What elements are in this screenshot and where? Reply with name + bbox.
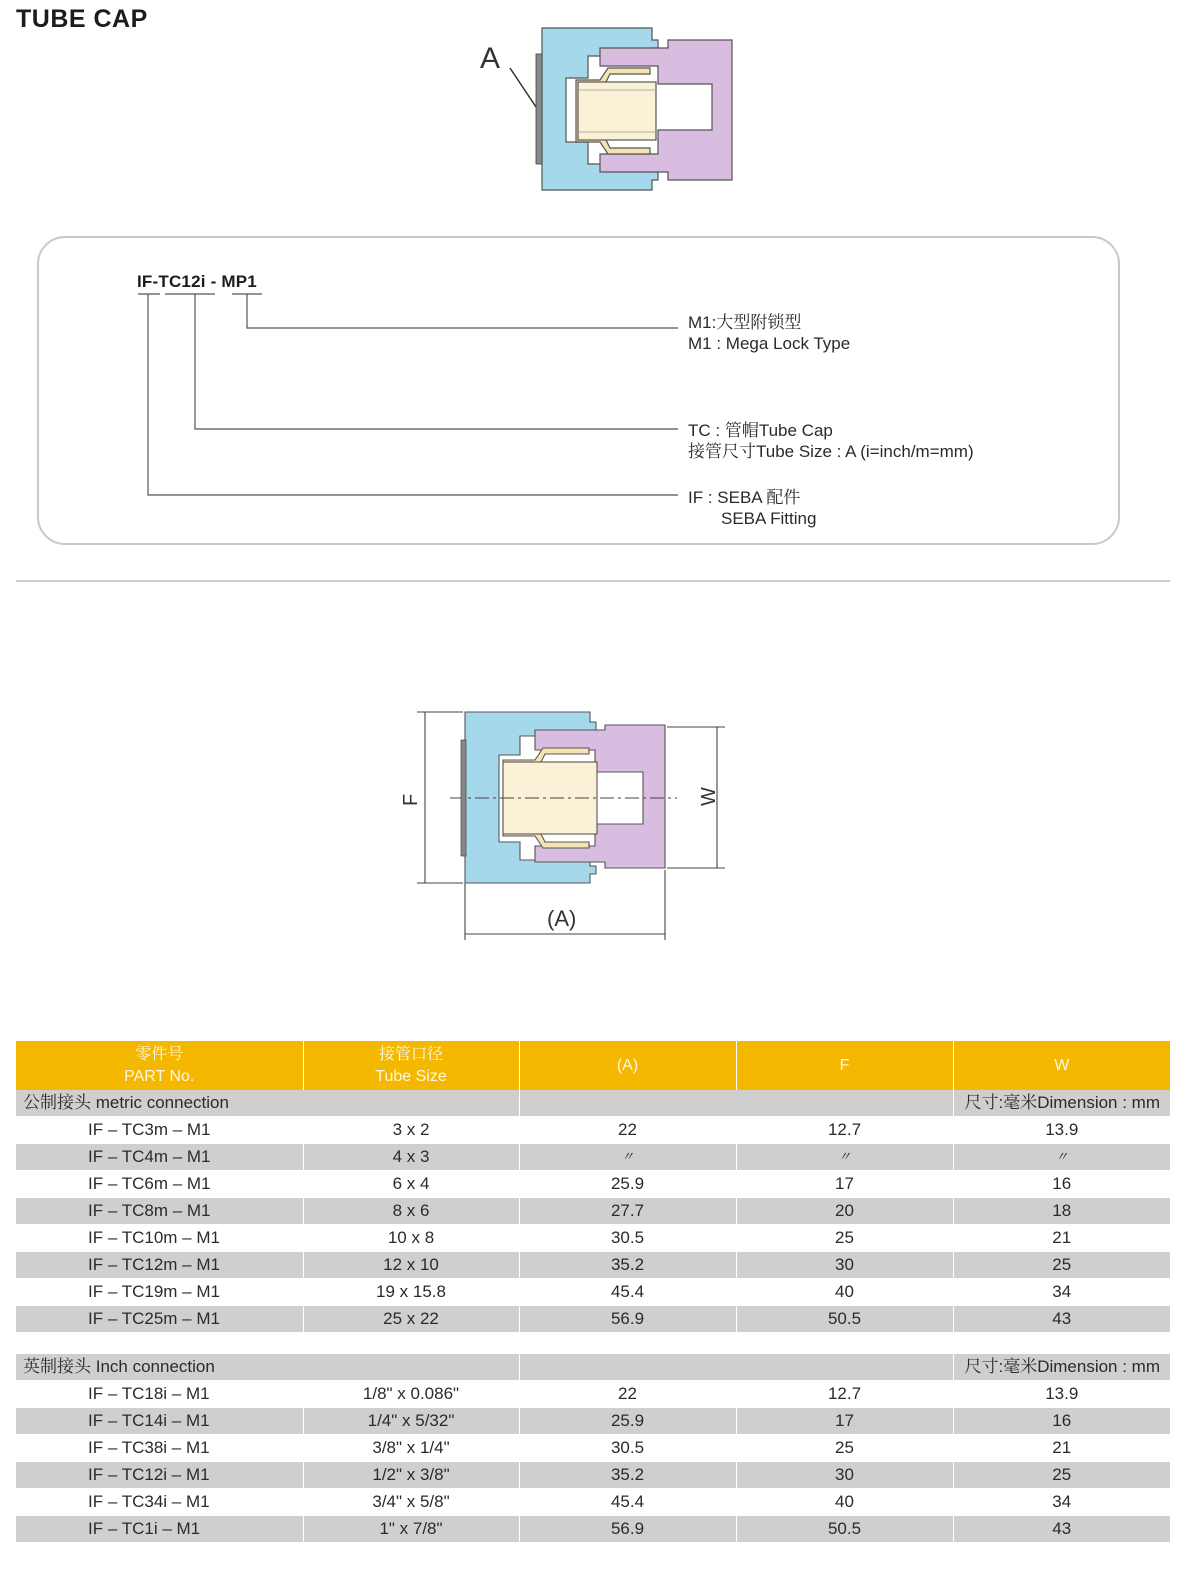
part-no-cell: IF – TC38i – M1 [16, 1435, 303, 1462]
f-cell: 30 [736, 1252, 953, 1279]
part-no-cell: IF – TC4m – M1 [16, 1144, 303, 1171]
divider [16, 580, 1170, 582]
tube-size-cell: 6 x 4 [303, 1171, 519, 1198]
w-cell: 34 [953, 1489, 1170, 1516]
table-row [16, 1171, 1170, 1198]
label-a: A [480, 42, 501, 75]
table-row [16, 1117, 1170, 1144]
w-cell: 21 [953, 1435, 1170, 1462]
header-tube-size: 接管口径 Tube Size [303, 1041, 519, 1090]
f-cell: 12.7 [736, 1381, 953, 1408]
table-header-row [16, 1041, 1170, 1090]
part-no-cell: IF – TC12m – M1 [16, 1252, 303, 1279]
section-label: 英制接头 Inch connection [16, 1354, 519, 1381]
part-no-cell: IF – TC10m – M1 [16, 1225, 303, 1252]
w-cell: 〃 [953, 1144, 1170, 1171]
a-cell: 56.9 [519, 1306, 736, 1333]
tube-size-cell: 25 x 22 [303, 1306, 519, 1333]
tube-size-cell: 3/4" x 5/8" [303, 1489, 519, 1516]
table-row [16, 1198, 1170, 1225]
table-row [16, 1279, 1170, 1306]
w-cell: 16 [953, 1408, 1170, 1435]
a-cell: 22 [519, 1381, 736, 1408]
tube-size-cell: 12 x 10 [303, 1252, 519, 1279]
f-cell: 17 [736, 1171, 953, 1198]
w-cell: 43 [953, 1306, 1170, 1333]
legend-leader-lines [0, 0, 1186, 560]
f-cell: 〃 [736, 1144, 953, 1171]
part-no-cell: IF – TC18i – M1 [16, 1381, 303, 1408]
table-row [16, 1462, 1170, 1489]
f-cell: 12.7 [736, 1117, 953, 1144]
a-cell: 45.4 [519, 1279, 736, 1306]
table-row [16, 1435, 1170, 1462]
tube-cap-dimension-drawing [395, 700, 735, 950]
legend-m1-en: M1 : Mega Lock Type [688, 334, 851, 353]
part-no-cell: IF – TC12i – M1 [16, 1462, 303, 1489]
tube-size-cell: 1/4" x 5/32" [303, 1408, 519, 1435]
metric-section-header [16, 1090, 1170, 1117]
a-cell: 〃 [519, 1144, 736, 1171]
part-no-cell: IF – TC25m – M1 [16, 1306, 303, 1333]
tube-size-cell: 1/8" x 0.086" [303, 1381, 519, 1408]
legend-if [688, 487, 816, 529]
w-cell: 34 [953, 1279, 1170, 1306]
ordering-code: IF-TC12i - MP1 [137, 272, 257, 291]
a-cell: 22 [519, 1117, 736, 1144]
section-label: 公制接头 metric connection [16, 1090, 519, 1117]
tube-size-cell: 3 x 2 [303, 1117, 519, 1144]
f-cell: 25 [736, 1435, 953, 1462]
f-cell: 30 [736, 1462, 953, 1489]
a-cell: 25.9 [519, 1171, 736, 1198]
dimension-table-wrapper [16, 1041, 1170, 1543]
header-f: F [736, 1041, 953, 1090]
legend-if-line2: SEBA Fitting [721, 509, 817, 528]
inch-section-header [16, 1354, 1170, 1381]
f-cell: 40 [736, 1489, 953, 1516]
w-cell: 16 [953, 1171, 1170, 1198]
legend-if-line1: IF : SEBA 配件 [688, 488, 801, 507]
tube-size-cell: 19 x 15.8 [303, 1279, 519, 1306]
legend-m1-cn: M1:大型附锁型 [688, 313, 802, 332]
page-title: TUBE CAP [16, 5, 148, 33]
section-spacer [16, 1333, 1170, 1355]
a-cell: 27.7 [519, 1198, 736, 1225]
tube-size-cell: 10 x 8 [303, 1225, 519, 1252]
w-cell: 25 [953, 1252, 1170, 1279]
dimension-label-f: F [400, 793, 422, 806]
f-cell: 20 [736, 1198, 953, 1225]
tube-size-cell: 1" x 7/8" [303, 1516, 519, 1543]
header-a: (A) [519, 1041, 736, 1090]
w-cell: 43 [953, 1516, 1170, 1543]
f-cell: 50.5 [736, 1306, 953, 1333]
a-cell: 35.2 [519, 1462, 736, 1489]
tube-size-cell: 4 x 3 [303, 1144, 519, 1171]
f-cell: 25 [736, 1225, 953, 1252]
part-no-cell: IF – TC3m – M1 [16, 1117, 303, 1144]
part-no-cell: IF – TC19m – M1 [16, 1279, 303, 1306]
part-no-cell: IF – TC1i – M1 [16, 1516, 303, 1543]
part-no-cell: IF – TC34i – M1 [16, 1489, 303, 1516]
w-cell: 25 [953, 1462, 1170, 1489]
dimension-label-a: (A) [547, 906, 577, 931]
section-unit: 尺寸:毫米Dimension : mm [953, 1090, 1170, 1117]
a-cell: 56.9 [519, 1516, 736, 1543]
table-row [16, 1252, 1170, 1279]
f-cell: 50.5 [736, 1516, 953, 1543]
table-row [16, 1381, 1170, 1408]
a-cell: 25.9 [519, 1408, 736, 1435]
w-cell: 13.9 [953, 1117, 1170, 1144]
a-cell: 45.4 [519, 1489, 736, 1516]
header-w: W [953, 1041, 1170, 1090]
f-cell: 40 [736, 1279, 953, 1306]
table-row [16, 1408, 1170, 1435]
a-cell: 30.5 [519, 1225, 736, 1252]
table-row [16, 1144, 1170, 1171]
dimension-label-w: W [698, 787, 720, 806]
table-row [16, 1225, 1170, 1252]
part-no-cell: IF – TC6m – M1 [16, 1171, 303, 1198]
a-cell: 35.2 [519, 1252, 736, 1279]
tube-size-cell: 3/8" x 1/4" [303, 1435, 519, 1462]
tube-size-cell: 1/2" x 3/8" [303, 1462, 519, 1489]
dimension-table [16, 1041, 1170, 1543]
part-no-cell: IF – TC8m – M1 [16, 1198, 303, 1225]
part-no-cell: IF – TC14i – M1 [16, 1408, 303, 1435]
table-row [16, 1306, 1170, 1333]
a-cell: 30.5 [519, 1435, 736, 1462]
legend-tc-line2: 接管尺寸Tube Size : A (i=inch/m=mm) [688, 442, 974, 461]
table-row [16, 1489, 1170, 1516]
f-cell: 17 [736, 1408, 953, 1435]
table-row [16, 1516, 1170, 1543]
tube-size-cell: 8 x 6 [303, 1198, 519, 1225]
legend-m1 [688, 312, 850, 354]
header-part-no: 零件号 PART No. [16, 1041, 303, 1090]
w-cell: 18 [953, 1198, 1170, 1225]
section-unit: 尺寸:毫米Dimension : mm [953, 1354, 1170, 1381]
legend-tc-line1: TC : 管帽Tube Cap [688, 421, 833, 440]
legend-tc [688, 420, 974, 462]
w-cell: 13.9 [953, 1381, 1170, 1408]
w-cell: 21 [953, 1225, 1170, 1252]
